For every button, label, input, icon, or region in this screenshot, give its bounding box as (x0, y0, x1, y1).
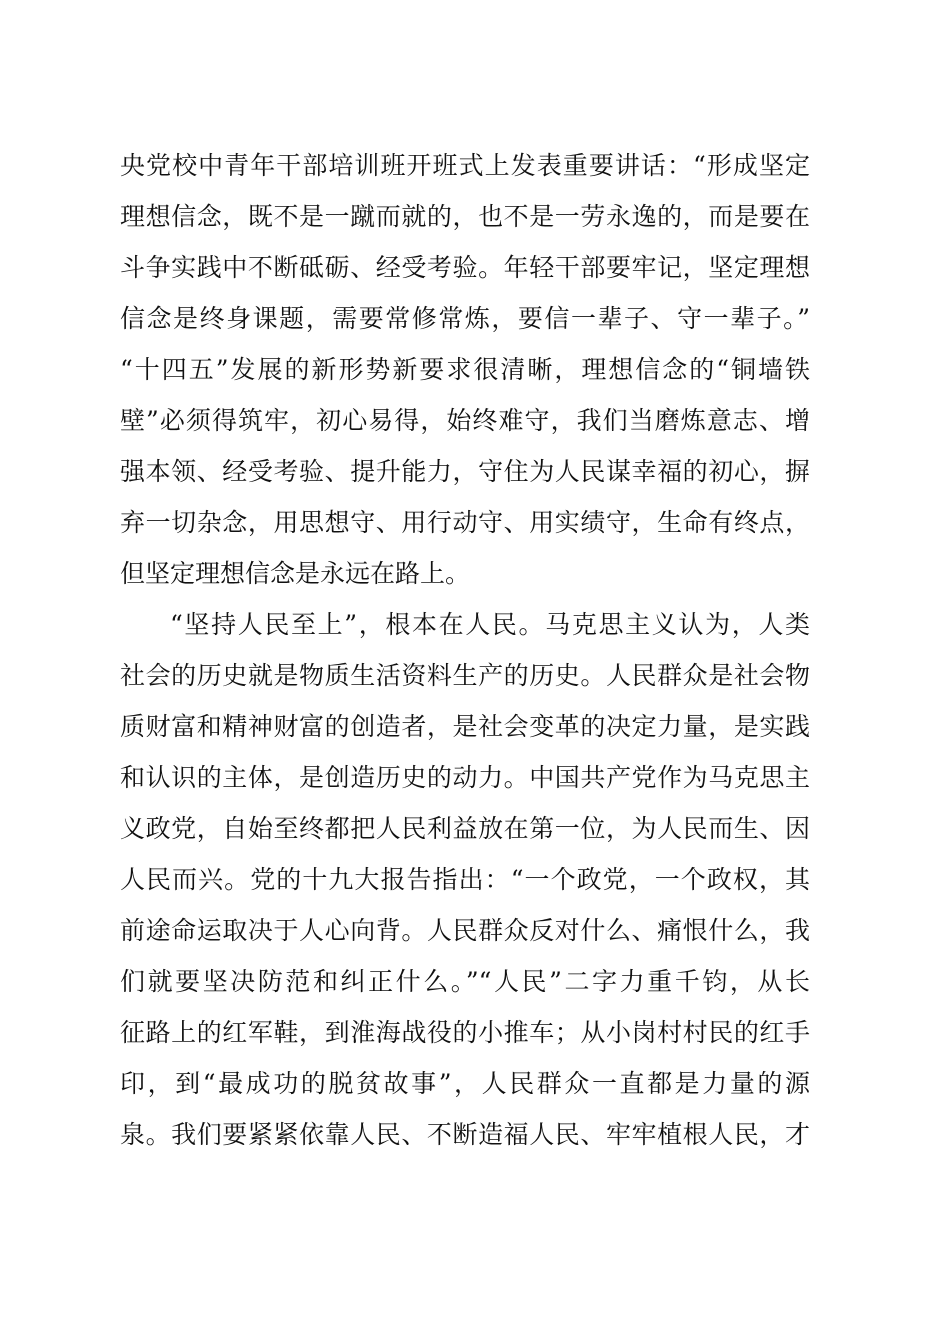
text-line: 质财富和精神财富的创造者，是社会变革的决定力量，是实践 (120, 712, 810, 741)
text-line: “坚持人民至上”，根本在人民。马克思主义认为，人类 (170, 610, 810, 639)
text-line: 征路上的红军鞋，到淮海战役的小推车；从小岗村村民的红手 (120, 1018, 810, 1047)
paragraph-1 (120, 140, 810, 599)
text-line: 义政党，自始至终都把人民利益放在第一位，为人民而生、因 (120, 814, 810, 843)
text-line: 壁”必须得筑牢，初心易得，始终难守，我们当磨炼意志、增 (120, 406, 810, 435)
text-line: 央党校中青年干部培训班开班式上发表重要讲话：“形成坚定 (120, 151, 810, 180)
text-line: 理想信念，既不是一蹴而就的，也不是一劳永逸的，而是要在 (120, 202, 810, 231)
text-line: 强本领、经受考验、提升能力，守住为人民谋幸福的初心，摒 (120, 457, 810, 486)
text-line: 前途命运取决于人心向背。人民群众反对什么、痛恨什么，我 (120, 916, 810, 945)
text-line: 斗争实践中不断砥砺、经受考验。年轻干部要牢记，坚定理想 (120, 253, 810, 282)
text-line: 但坚定理想信念是永远在路上。 (120, 559, 471, 588)
paragraph-2 (120, 599, 810, 1160)
text-line: 们就要坚决防范和纠正什么。”“人民”二字力重千钧，从长 (120, 967, 810, 996)
text-line: 印，到“最成功的脱贫故事”，人民群众一直都是力量的源 (120, 1069, 810, 1098)
text-line: 社会的历史就是物质生活资料生产的历史。人民群众是社会物 (120, 661, 810, 690)
text-line: 信念是终身课题，需要常修常炼，要信一辈子、守一辈子。” (120, 304, 810, 333)
text-line: 和认识的主体，是创造历史的动力。中国共产党作为马克思主 (120, 763, 810, 792)
text-line: 人民而兴。党的十九大报告指出：“一个政党，一个政权，其 (120, 865, 810, 894)
text-line: 泉。我们要紧紧依靠人民、不断造福人民、牢牢植根人民，才 (120, 1120, 810, 1149)
text-line: “十四五”发展的新形势新要求很清晰，理想信念的“铜墙铁 (120, 355, 810, 384)
text-line: 弃一切杂念，用思想守、用行动守、用实绩守，生命有终点， (120, 508, 810, 537)
